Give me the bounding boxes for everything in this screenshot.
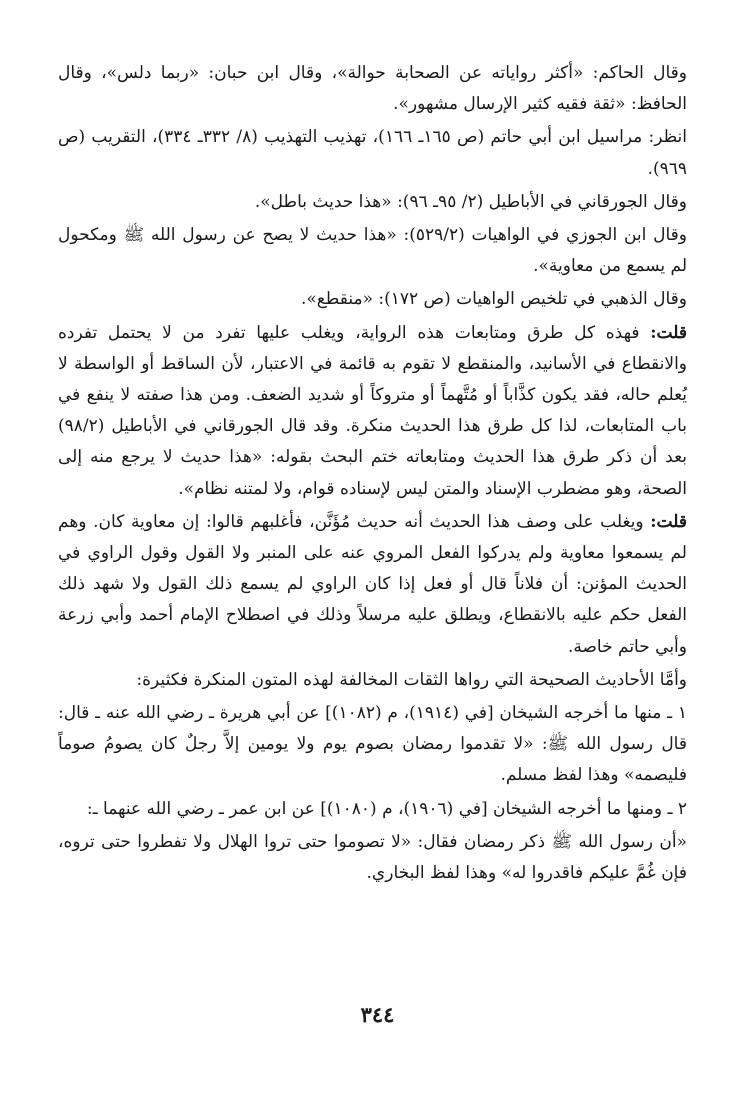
- paragraph-lead: قلت:: [650, 322, 687, 343]
- paragraph-hakim: [58, 58, 687, 120]
- paragraph-text: وقال ابن الجوزي في الواهيات (٥٢٩/٢): «هذا حديث لا يصح عن رسول الله ﷺ ومكحول لم يسمع من معاوية».: [58, 225, 687, 277]
- paragraph-text: وقال الذهبي في تلخيص الواهيات (ص ١٧٢): «منقطع».: [300, 289, 687, 310]
- paragraph-text: فهذه كل طرق ومتابعات هذه الرواية، ويغلب عليها تفرد من لا يحتمل تفرده والانقطاع في الأسانيد، والمنقطع لا تقوم به قائمة في الاعتبار، لأن الساقط أو الواسطة لا يُعلم حاله، فقد يكون كذَّاباً أو مُتَّهماً أو متروكاً أو شديد الضعف. ومن هذا صفته لا ينفع في باب المتابعات، لذا كل طرق هذا الحديث منكرة. وقد قال الجورقاني في الأباطيل (٩٨/٢) بعد أن ذكر طرق هذا الحديث ومتابعاته ختم البحث بقوله: «هذا حديث لا يرجع منه إلى الصحة، وهو مضطرب الإسناد والمتن ليس لإسناده قوام، ولا لمتنه نظام».: [58, 322, 687, 499]
- paragraph-qult-2: [58, 507, 687, 663]
- paragraph-hadith-2: [58, 794, 687, 825]
- paragraph-text: انظر: مراسيل ابن أبي حاتم (ص ١٦٥ـ ١٦٦)، تهذيب التهذيب (٨/ ٣٣٢ـ ٣٣٤)، التقريب (ص ٩٦٩).: [58, 127, 688, 179]
- paragraph-hadith-2-text: [58, 827, 687, 889]
- paragraph-qult-1: [58, 318, 687, 505]
- paragraph-jawraqani: [58, 187, 687, 218]
- paragraph-dhahabi: [58, 284, 687, 315]
- paragraph-text: وقال الحاكم: «أكثر رواياته عن الصحابة حوالة»، وقال ابن حبان: «ربما دلس»، وقال الحافظ: «ثقة فقيه كثير الإرسال مشهور».: [58, 63, 687, 115]
- page-body: [58, 58, 687, 889]
- paragraph-text: وأمَّا الأحاديث الصحيحة التي رواها الثقات المخالفة لهذه المتون المنكرة فكثيرة:: [136, 669, 687, 690]
- paragraph-references: [58, 122, 687, 184]
- paragraph-text: ويغلب على وصف هذا الحديث أنه حديث مُؤَنَّن، فأغلبهم قالوا: إن معاوية كان. وهم لم يسمعوا معاوية ولم يدركوا الفعل المروي عنه على المنبر ولا القول وقول الراوي في الحديث المؤنن: أن فلاناً قال أو فعل إذا كان الراوي لم يسمع ذلك القول ولا شهد ذلك الفعل حكم عليه بالانقطاع، ويطلق عليه مرسلاً وذلك في اصطلاح الإمام أحمد وأبي زرعة وأبي حاتم خاصة.: [58, 511, 687, 657]
- paragraph-text: وقال الجورقاني في الأباطيل (٢/ ٩٥ـ ٩٦): «هذا حديث باطل».: [254, 191, 687, 212]
- paragraph-text: ٢ ـ ومنها ما أخرجه الشيخان [في (١٩٠٦)، م (١٠٨٠)] عن ابن عمر ـ رضي الله عنهما ـ:: [86, 798, 687, 819]
- paragraph-text: «أن رسول الله ﷺ ذكر رمضان فقال: «لا تصوموا حتى تروا الهلال ولا تفطروا حتى تروه، فإن غُمَّ عليكم فاقدروا له» وهذا لفظ البخاري.: [58, 831, 687, 884]
- page-number: ٣٤٤: [360, 1002, 395, 1027]
- paragraph-lead: قلت:: [650, 511, 687, 532]
- paragraph-text: ١ ـ منها ما أخرجه الشيخان [في (١٩١٤)، م (١٠٨٢)] عن أبي هريرة ـ رضي الله عنه ـ قال: قال رسول الله ﷺ: «لا تقدموا رمضان بصوم يوم ولا يومين إلاَّ رجلٌ كان يصومُ صوماً فليصمه» وهذا لفظ مسلم.: [58, 703, 687, 786]
- paragraph-hadith-1: [58, 698, 687, 792]
- paragraph-sahih-intro: [58, 665, 687, 696]
- paragraph-ibn-jawzi: [58, 220, 687, 282]
